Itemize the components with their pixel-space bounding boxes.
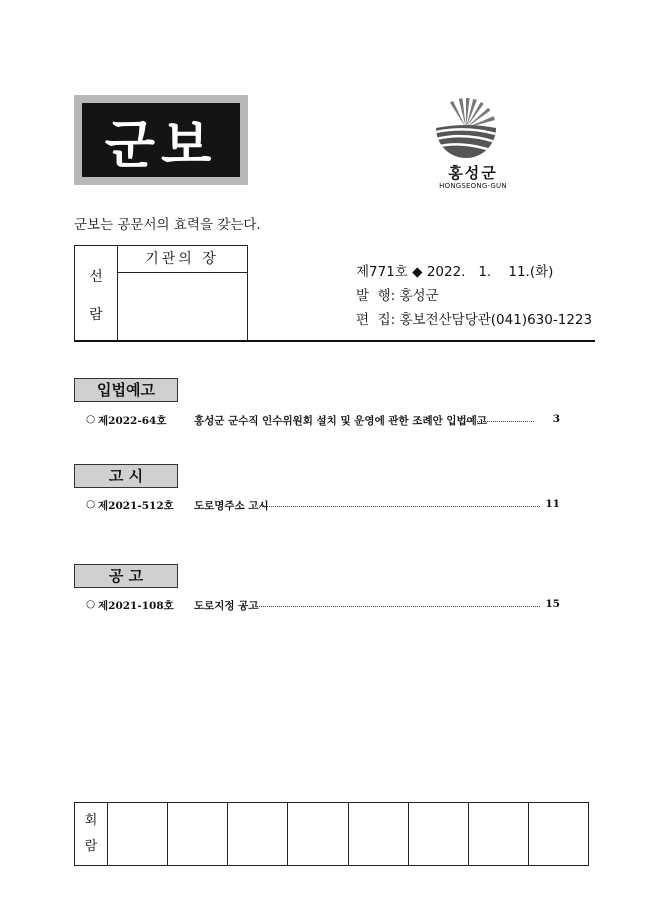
leader-dots bbox=[262, 506, 540, 507]
toc-item-number: 제2021-108호 bbox=[98, 600, 174, 612]
toc-item-title: 도로지정 공고 bbox=[194, 600, 259, 612]
toc-item[interactable] bbox=[86, 413, 576, 429]
bullet-icon: ○ bbox=[86, 598, 96, 610]
toc-item-number: 제2022-64호 bbox=[98, 415, 167, 427]
circulation-cell bbox=[528, 803, 588, 866]
circulation-cell bbox=[348, 803, 408, 866]
issue-publisher: 발 행: 홍성군 bbox=[356, 288, 439, 304]
section-header-legislative-notice: 입법예고 bbox=[74, 378, 178, 402]
toc-item[interactable] bbox=[86, 498, 576, 514]
circulation-cell bbox=[288, 803, 348, 866]
approval-header: 기관의 장 bbox=[117, 246, 247, 273]
approval-label-column bbox=[75, 246, 118, 340]
circulation-cell bbox=[108, 803, 168, 866]
approval-box bbox=[74, 245, 248, 341]
approval-label-top: 선 bbox=[89, 269, 103, 285]
circulation-cell bbox=[228, 803, 288, 866]
logo-name-en: HONGSEONG-GUN bbox=[439, 182, 507, 190]
title-box bbox=[82, 103, 240, 177]
toc-item-page: 11 bbox=[545, 498, 560, 510]
county-logo bbox=[428, 92, 518, 197]
legal-notice: 군보는 공문서의 효력을 갖는다. bbox=[74, 217, 261, 233]
bullet-icon: ○ bbox=[86, 413, 96, 425]
circulation-label-top: 회 bbox=[84, 813, 98, 828]
logo-name-kr: 홍성군 bbox=[448, 164, 498, 182]
leader-dots bbox=[256, 606, 540, 607]
leader-dots bbox=[466, 421, 534, 422]
bulletin-title: 군보 bbox=[104, 115, 218, 176]
approval-label-bottom: 람 bbox=[89, 307, 103, 323]
section-header-announcement: 고 시 bbox=[74, 464, 178, 488]
bullet-icon: ○ bbox=[86, 498, 96, 510]
toc-item-page: 15 bbox=[545, 598, 560, 610]
section-header-public-notice: 공 고 bbox=[74, 564, 178, 588]
toc-item[interactable] bbox=[86, 598, 576, 614]
issue-number-date: 제771호 ◆ 2022. 1. 11.(화) bbox=[356, 264, 554, 280]
circulation-label bbox=[75, 803, 108, 866]
toc-item-number: 제2021-512호 bbox=[98, 500, 174, 512]
toc-item-page: 3 bbox=[552, 413, 560, 425]
toc-item-title: 도로명주소 고시 bbox=[194, 500, 269, 512]
circulation-cell bbox=[408, 803, 468, 866]
hongseong-gun-emblem-icon bbox=[428, 92, 518, 162]
circulation-cell bbox=[168, 803, 228, 866]
title-banner bbox=[74, 95, 248, 185]
circulation-table bbox=[74, 802, 589, 866]
issue-editor: 편 집: 홍보전산담당관(041)630-1223 bbox=[356, 312, 593, 328]
circulation-label-bottom: 람 bbox=[84, 839, 98, 854]
header-divider bbox=[74, 340, 595, 342]
circulation-cell bbox=[468, 803, 528, 866]
toc-item-title: 홍성군 군수직 인수위원회 설치 및 운영에 관한 조례안 입법예고 bbox=[194, 415, 487, 427]
